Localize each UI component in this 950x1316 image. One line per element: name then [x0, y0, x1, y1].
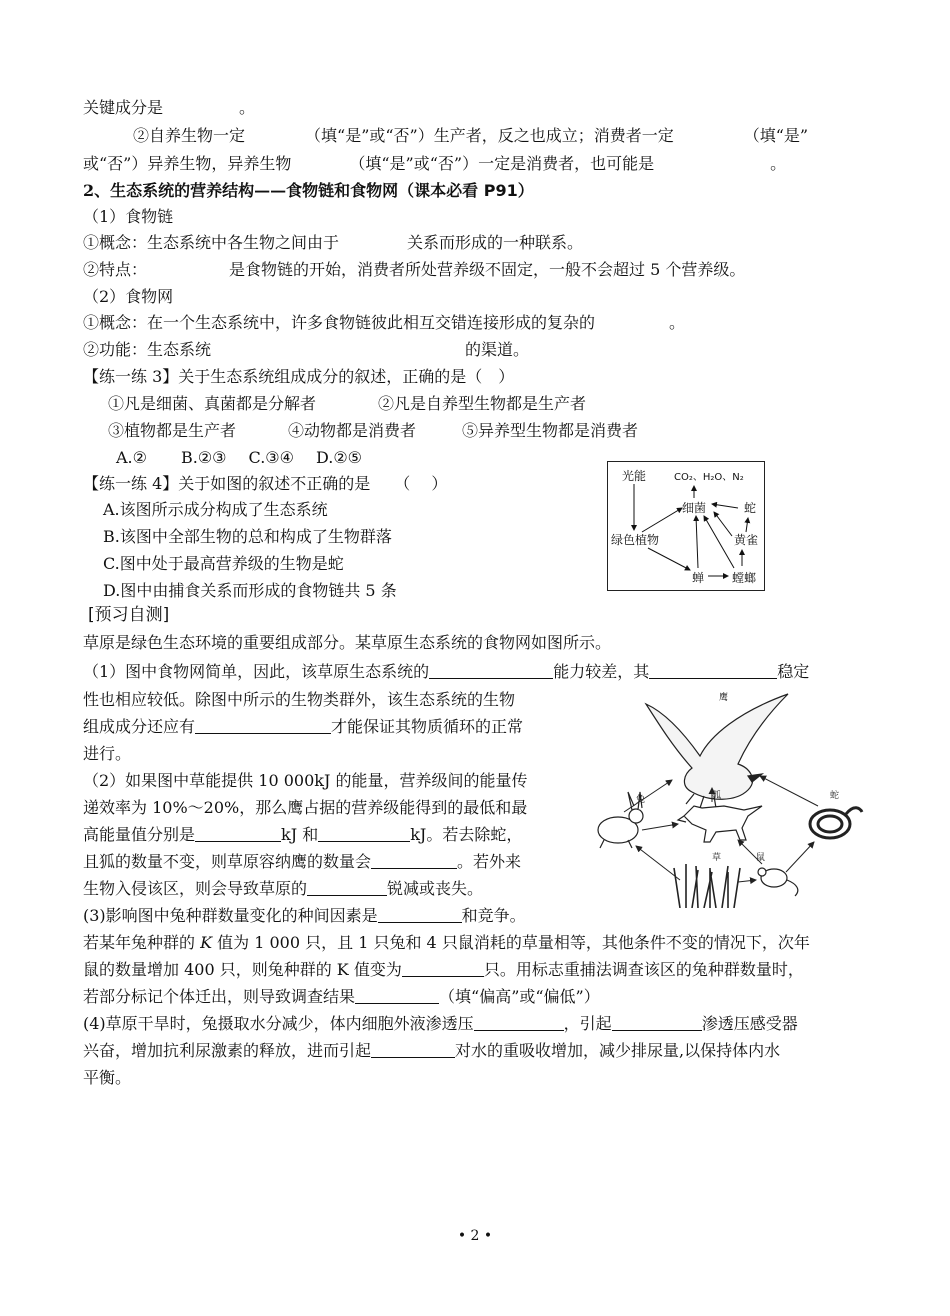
line-text: 对水的重吸收增加，减少排尿量,以保持体内水 — [455, 1041, 781, 1060]
line-text: 值为 1 000 只，且 1 只兔和 4 只鼠消耗的草量相等，其他条件不变的情况下，次年 — [212, 933, 810, 952]
text-line — [83, 207, 173, 227]
line-text: ②自养生物一定 — [133, 126, 246, 145]
text-line — [83, 633, 611, 653]
line-text: 鼠的数量增加 400 只，则兔种群的 K 值变为 — [83, 960, 402, 979]
text-line — [83, 987, 600, 1007]
line-text: （填“是” — [743, 126, 809, 145]
line-text: 。 — [239, 98, 256, 117]
text-line — [133, 126, 808, 146]
text-line — [83, 933, 810, 953]
line-text: （填“是”或“否”）一定是消费者，也可能是 — [349, 154, 655, 173]
answer-blank[interactable] — [307, 881, 387, 896]
choice-b: B.②③ — [180, 448, 227, 467]
answer-blank[interactable] — [402, 962, 484, 977]
line-text: ②凡是自养型生物都是生产者 — [378, 394, 587, 413]
option-line — [108, 421, 638, 441]
text-line — [83, 1041, 780, 1061]
line-text: 关系而形成的一种联系。 — [407, 233, 584, 252]
text-line — [83, 798, 527, 818]
arrow — [642, 824, 678, 830]
line-text: (3)影响图中兔种群数量变化的种间因素是 — [83, 906, 378, 925]
line-text: 稳定 — [777, 662, 810, 681]
text-line — [83, 662, 809, 682]
line-text: kJ 和 — [281, 825, 319, 844]
line-text: (4)草原干旱时，兔摄取水分减少，体内细胞外液渗透压 — [83, 1014, 474, 1033]
answer-blank[interactable] — [612, 1016, 702, 1031]
line-text: kJ。若去除蛇， — [410, 825, 523, 844]
line-text: 的渠道。 — [465, 340, 530, 359]
line-text: 高能量值分别是 — [83, 825, 196, 844]
option-line — [103, 554, 344, 574]
text-line — [83, 771, 527, 791]
line-text: 。若外来 — [457, 852, 522, 871]
line-text: 能力较差，其 — [553, 662, 650, 681]
line-text: C.图中处于最高营养级的生物是蛇 — [103, 554, 344, 573]
answer-blank[interactable] — [355, 989, 439, 1004]
choice-a: A.② — [116, 448, 147, 467]
arrow — [738, 840, 762, 864]
grass-label: 草 — [712, 853, 722, 863]
page-number: • 2 • — [457, 1228, 493, 1244]
line-text: 兴奋，增加抗利尿激素的释放，进而引起 — [83, 1041, 372, 1060]
text-line — [83, 1068, 131, 1088]
food-web-svg-2 — [588, 684, 866, 908]
text-line — [83, 744, 131, 764]
arrow — [738, 880, 756, 882]
line-text: 性也相应较低。除图中所示的生物类群外，该生态系统的生物 — [83, 690, 516, 709]
text-line — [83, 717, 523, 737]
line-text: 进行。 — [83, 744, 132, 763]
arrow — [696, 516, 698, 568]
line-text: （填“是”或“否”）生产者，反之也成立；消费者一定 — [305, 126, 674, 145]
line-text: 才能保证其物质循环的正常 — [331, 717, 524, 736]
line-text: 递效率为 10%～20%，那么鹰占据的营养级能得到的最低和最 — [83, 798, 528, 817]
line-text: 锐减或丧失。 — [387, 879, 484, 898]
question-stem — [83, 367, 514, 387]
line-text: ②特点： — [83, 260, 148, 279]
line-text: 2、生态系统的营养结构——食物链和食物网（ — [83, 181, 415, 200]
text-line — [83, 1014, 798, 1034]
line-text: （2）如果图中草能提供 10 000kJ 的能量，营养级间的能量传 — [83, 771, 528, 790]
food-web-diagram-2 — [588, 684, 866, 908]
line-text: 组成成分还应有 — [83, 717, 196, 736]
text-line — [83, 260, 745, 280]
question-stem — [83, 474, 447, 494]
snake-label: 蛇 — [744, 501, 757, 515]
arrow — [642, 508, 682, 532]
line-text: 若部分标记个体迁出，则导致调查结果 — [83, 987, 356, 1006]
arrow — [760, 776, 818, 806]
arrow — [746, 518, 748, 532]
arrow — [704, 516, 734, 568]
arrow — [786, 842, 814, 872]
line-text: 若某年兔种群的 — [83, 933, 201, 952]
k-symbol: K — [200, 933, 213, 952]
line-text: 渗透压感受器 — [701, 1014, 798, 1033]
text-line — [83, 960, 804, 980]
mouse-icon — [758, 868, 798, 896]
line-text: 草原是绿色生态环境的重要组成部分。某草原生态系统的食物网如图所示。 — [83, 633, 612, 652]
line-text: 。 — [669, 313, 686, 332]
eagle-label: 鹰 — [719, 693, 729, 703]
line-text: ①凡是细菌、真菌都是分解者 — [108, 394, 317, 413]
text-line — [83, 852, 521, 872]
section-heading — [83, 181, 534, 201]
line-text: D.图中由捕食关系而形成的食物链共 5 条 — [103, 581, 397, 600]
option-line — [108, 394, 586, 414]
line-text: （2）食物网 — [83, 287, 174, 306]
line-text: [预习自测] — [88, 605, 170, 625]
line-text: ①概念：在一个生态系统中，许多食物链彼此相互交错连接形成的复杂的 — [83, 313, 596, 332]
gases-label: CO₂、H₂O、N₂ — [674, 472, 744, 483]
line-text: 和竞争。 — [461, 906, 526, 925]
text-line — [83, 98, 255, 118]
cicada-label: 蝉 — [692, 571, 705, 585]
text-line — [83, 906, 526, 926]
answer-blank[interactable] — [195, 827, 281, 842]
plants-label: 绿色植物 — [611, 533, 660, 547]
text-line — [83, 313, 685, 333]
line-text: 或“否”）异养生物，异养生物 — [83, 154, 292, 173]
line-text: 是食物链的开始，消费者所处营养级不固定，一般不会超过 5 个营养级。 — [229, 260, 746, 279]
line-text: （1）食物链 — [83, 207, 174, 226]
line-text: （填“偏高”或“偏低”） — [439, 987, 600, 1006]
line-text: ，引起 — [563, 1014, 612, 1033]
text-line — [83, 287, 173, 307]
snake-label: 蛇 — [830, 791, 840, 801]
line-text: ②功能：生态系统 — [83, 340, 212, 359]
section-heading — [88, 605, 169, 625]
light-label: 光能 — [622, 469, 647, 483]
bacteria-label: 细菌 — [682, 501, 707, 515]
mouse-label: 鼠 — [756, 853, 766, 863]
choice-c: C.③④ — [248, 448, 294, 467]
arrow — [636, 846, 680, 880]
line-text: 只。用标志重捕法调查该区的兔种群数量时， — [483, 960, 804, 979]
answer-blank[interactable] — [378, 908, 462, 923]
line-text: ⑤异养型生物都是消费者 — [462, 421, 639, 440]
line-text: ①概念：生态系统中各生物之间由于 — [83, 233, 340, 252]
line-text: 平衡。 — [83, 1068, 132, 1087]
rabbit-label: 兔 — [636, 795, 646, 805]
choice-d: D.②⑤ — [315, 448, 362, 467]
line-text: ④动物都是消费者 — [288, 421, 417, 440]
line-text: ） — [517, 181, 534, 200]
answer-blank[interactable] — [371, 1043, 455, 1058]
text-line — [83, 879, 483, 899]
food-web-svg-1 — [608, 462, 764, 590]
text-line — [83, 825, 522, 845]
grass-icon — [674, 864, 740, 908]
mantis-label: 螳螂 — [732, 571, 757, 585]
answer-blank[interactable] — [649, 664, 777, 679]
text-line — [83, 690, 515, 710]
bird-label: 黄雀 — [734, 533, 759, 547]
line-text: B.该图中全部生物的总和构成了生物群落 — [103, 527, 392, 546]
arrow — [624, 780, 672, 812]
text-line — [83, 154, 786, 174]
line-text: 且狐的数量不变，则草原容纳鹰的数量会 — [83, 852, 372, 871]
choice-line — [116, 448, 362, 468]
line-text: ③植物都是生产者 — [108, 421, 237, 440]
option-line — [103, 500, 328, 520]
arrow — [712, 504, 738, 508]
fox-icon — [678, 806, 762, 842]
answer-blank[interactable] — [195, 719, 331, 734]
answer-blank[interactable] — [318, 827, 410, 842]
fox-label: 狐 — [712, 791, 722, 801]
text-line — [83, 233, 583, 253]
line-text: 【练一练 4】关于如图的叙述不正确的是 （ ） — [83, 474, 448, 493]
option-line — [103, 527, 392, 547]
arrow — [714, 512, 732, 536]
option-line — [103, 581, 397, 601]
answer-blank[interactable] — [429, 664, 553, 679]
line-text: 生物入侵该区，则会导致草原的 — [83, 879, 308, 898]
snake-icon — [810, 808, 862, 838]
answer-blank[interactable] — [474, 1016, 564, 1031]
line-text: A.该图所示成分构成了生态系统 — [103, 500, 328, 519]
line-text: 。 — [770, 154, 787, 173]
line-text: 关键成分是 — [83, 98, 164, 117]
line-text: 【练一练 3】关于生态系统组成成分的叙述，正确的是（ ） — [83, 367, 515, 386]
line-text: 课本必看 P91 — [414, 181, 518, 200]
line-text: （1）图中食物网简单，因此，该草原生态系统的 — [83, 662, 430, 681]
food-web-diagram-1 — [607, 461, 765, 591]
arrow — [648, 548, 690, 570]
answer-blank[interactable] — [371, 854, 457, 869]
text-line — [83, 340, 529, 360]
